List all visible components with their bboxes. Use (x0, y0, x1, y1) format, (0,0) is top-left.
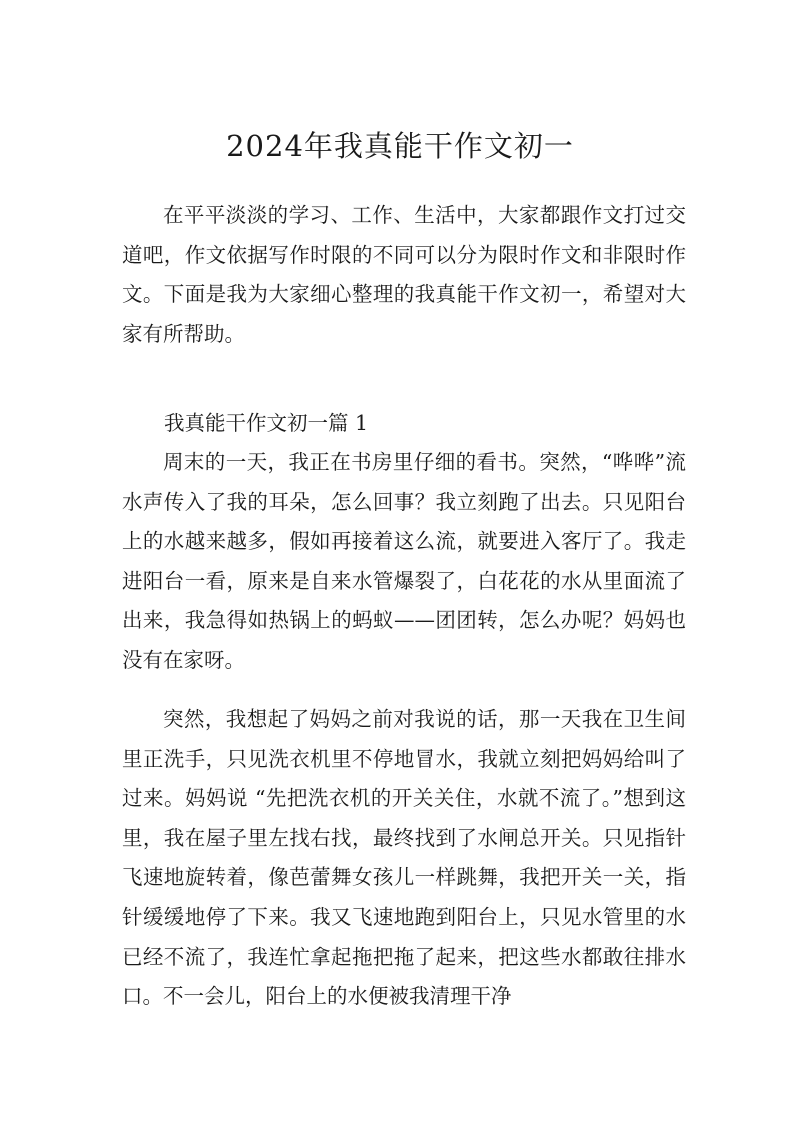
section-heading: 我真能干作文初一篇 1 (164, 411, 369, 435)
body-paragraph-2: 突然，我想起了妈妈之前对我说的话，那一天我在卫生间里正洗手，只见洗衣机里不停地冒水，我就立刻把妈妈给叫了过来。妈妈说 “先把洗衣机的开关关住，水就不流了。”想到这里，我在屋子里左找右找，最终找到了水闸总开关。只见指针飞速地旋转着，像芭蕾舞女孩儿一样跳舞，我把开关一关，指针缓缓地停了下来。我又飞速地跑到阳台上，只见水管里的水已经不流了，我连忙拿起拖把拖了起来，把这些水都敢往排水口。不一会儿，阳台上的水便被我清理干净 (122, 707, 686, 1009)
document-title: 2024年我真能干作文初一 (226, 129, 574, 163)
intro-paragraph: 在平平淡淡的学习、工作、生活中，大家都跟作文打过交道吧，作文依据写作时限的不同可以分为限时作文和非限时作文。下面是我为大家细心整理的我真能干作文初一，希望对大家有所帮助。 (122, 203, 686, 346)
body-paragraph-1: 周末的一天，我正在书房里仔细的看书。突然，“哗哗”流水声传入了我的耳朵，怎么回事？我立刻跑了出去。只见阳台上的水越来越多，假如再接着这么流，就要进入客厅了。我走进阳台一看，原来是自来水管爆裂了，白花花的水从里面流了出来，我急得如热锅上的蚂蚁——团团转，怎么办呢？妈妈也没有在家呀。 (122, 450, 686, 672)
